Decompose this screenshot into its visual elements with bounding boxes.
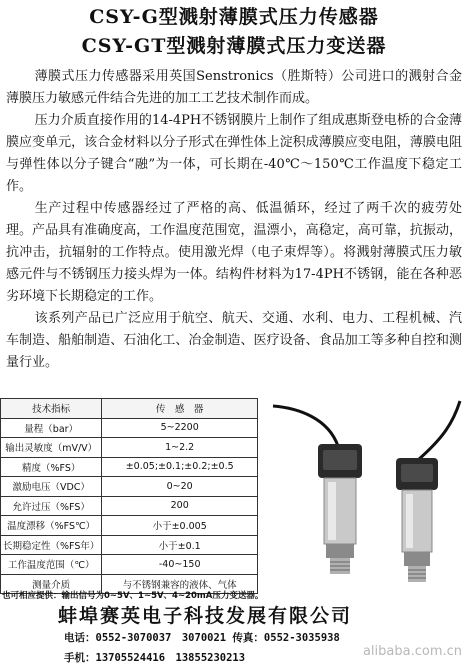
product-photo	[268, 398, 463, 588]
company-name: 蚌埠赛英电子科技发展有限公司	[58, 605, 353, 627]
table-row	[1, 457, 258, 477]
row-value: 与不锈钢兼容的液体、气体	[102, 574, 258, 594]
paragraph-intro: 薄膜式压力传感器采用英国Senstronics（胜斯特）公司进口的溅射合金薄膜压力敏感元件结合先进的加工工艺技术制作而成。	[6, 69, 462, 106]
description	[0, 66, 468, 374]
table-row	[1, 477, 258, 497]
row-value: 0~20	[102, 477, 258, 497]
row-key: 量程（bar）	[1, 418, 102, 438]
row-value: 200	[102, 496, 258, 516]
watermark: alibaba.com.cn	[362, 644, 462, 659]
table-header-row	[1, 399, 258, 419]
contact-phone-fax: 电话：0552-3070037 3070021 传真：0552-3035938	[64, 632, 340, 644]
header-indicator: 技术指标	[1, 399, 102, 419]
spec-table-wrapper	[0, 398, 258, 594]
table-row	[1, 418, 258, 438]
row-key: 允许过压（%FS）	[1, 496, 102, 516]
header-sensor: 传 感 器	[102, 399, 258, 419]
row-key: 激励电压（VDC）	[1, 477, 102, 497]
spec-table	[0, 398, 258, 594]
row-value: -40~150	[102, 555, 258, 575]
title-transmitter: CSY-GT型溅射薄膜式压力变送器	[81, 35, 387, 57]
title-sensor: CSY-G型溅射薄膜式压力传感器	[89, 6, 379, 28]
cable-left	[273, 406, 338, 446]
contact-mobile: 手机：13705524416 13855230213	[64, 652, 246, 664]
table-row	[1, 535, 258, 555]
also-available-note: 也可相应提供：输出信号为0~5V、1~5V、4~20mA压力变送器。	[2, 591, 264, 601]
table-row	[1, 496, 258, 516]
paragraph-structure: 压力介质直接作用的14-4PH不锈钢膜片上制作了组成惠斯登电桥的合金薄膜应变单元，该合金材料以分子形式在弹性体上淀积成薄膜应变电阻，薄膜电阻与弹性体以分子键合“融”为一体，可长期在-40℃～150℃工作温度下稳定工作。	[6, 113, 462, 194]
row-key: 工作温度范围（℃）	[1, 555, 102, 575]
row-value: 小于±0.005	[102, 516, 258, 536]
paragraph-applications: 该系列产品已广泛应用于航空、航天、交通、水利、电力、工程机械、汽车制造、船舶制造、石油化工、冶金制造、医疗设备、食品加工等多种自控和测量行业。	[6, 311, 462, 370]
row-value: ±0.05;±0.1;±0.2;±0.5	[102, 457, 258, 477]
row-value: 5~2200	[102, 418, 258, 438]
row-value: 1~2.2	[102, 438, 258, 458]
paragraph-process: 生产过程中传感器经过了严格的高、低温循环，经过了两千次的疲劳处理。产品具有准确度高，工作温度范围宽，温漂小，高稳定，高可靠，抗振动，抗冲击，抗辐射的工作特点。使用激光焊（电子束焊等）。将溅射薄膜式压力敏感元件与不锈钢压力接头焊为一体。结构件材料为17-4PH不锈钢，能在各种恶劣环境下长期稳定的工作。	[6, 201, 462, 304]
row-key: 精度（%FS）	[1, 457, 102, 477]
row-key: 输出灵敏度（mV/V）	[1, 438, 102, 458]
sensor-left-image	[318, 444, 362, 574]
row-value: 小于±0.1	[102, 535, 258, 555]
row-key: 测量介质	[1, 574, 102, 594]
table-row	[1, 555, 258, 575]
sensor-right-image	[396, 458, 438, 582]
row-key: 长期稳定性（%FS年）	[1, 535, 102, 555]
row-key: 温度漂移（%FS℃）	[1, 516, 102, 536]
table-row	[1, 438, 258, 458]
cable-right	[418, 401, 460, 460]
table-row	[1, 516, 258, 536]
